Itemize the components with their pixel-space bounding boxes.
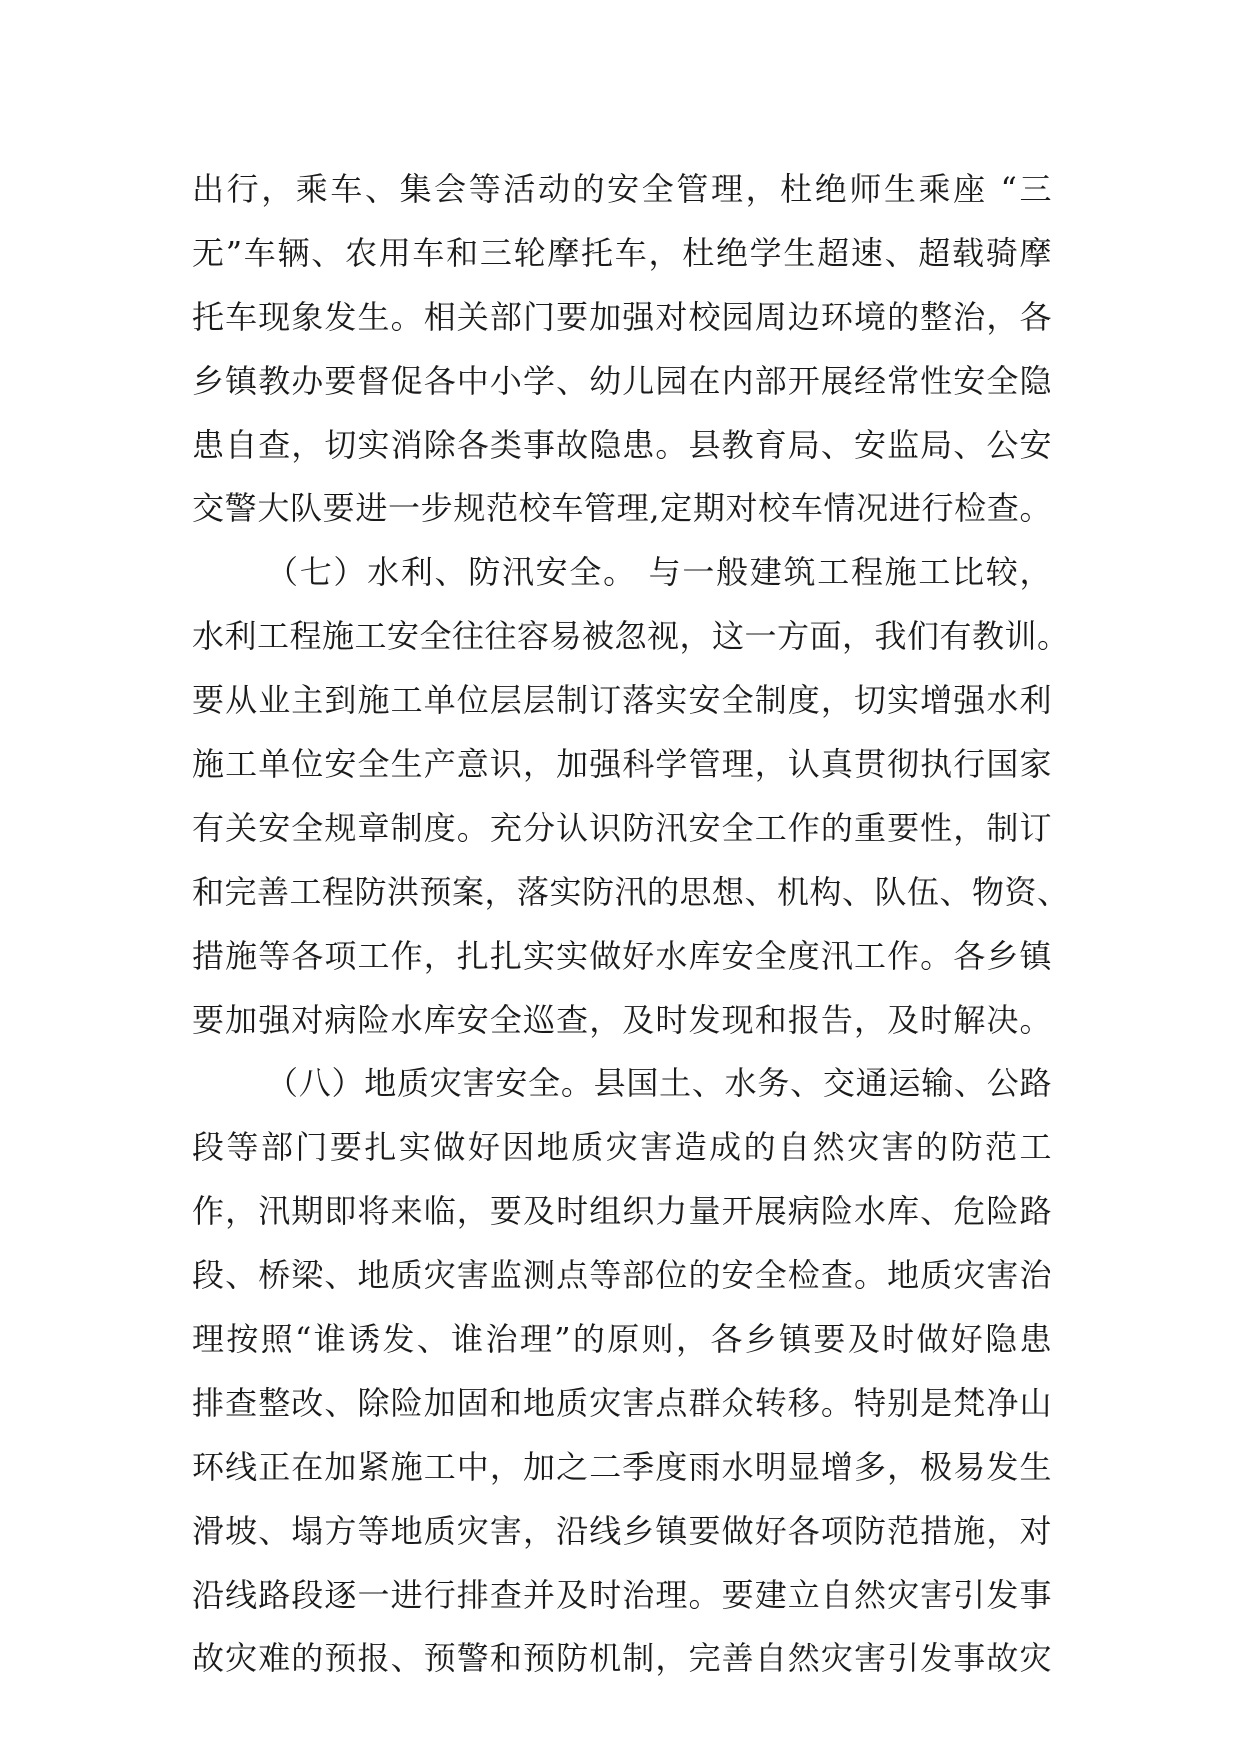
text-line: 患自查，切实消除各类事故隐患。县教育局、安监局、公安 — [192, 425, 1052, 464]
text-line: 无”车辆、农用车和三轮摩托车，杜绝学生超速、超载骑摩 — [192, 233, 1052, 272]
text-line: 托车现象发生。相关部门要加强对校园周边环境的整治，各 — [192, 297, 1052, 336]
text-line: 滑坡、塌方等地质灾害，沿线乡镇要做好各项防范措施，对 — [192, 1511, 1052, 1550]
text-line: 水利工程施工安全往往容易被忽视，这一方面，我们有教训。 — [192, 617, 1070, 656]
text-line: 段、桥梁、地质灾害监测点等部位的安全检查。地质灾害治 — [192, 1256, 1052, 1295]
text-line: 段等部门要扎实做好因地质灾害造成的自然灾害的防范工 — [192, 1128, 1052, 1167]
text-line: 乡镇教办要督促各中小学、幼儿园在内部开展经常性安全隐 — [192, 361, 1052, 400]
text-line: 施工单位安全生产意识，加强科学管理，认真贯彻执行国家 — [192, 745, 1052, 784]
text-line: 出行，乘车、集会等活动的安全管理，杜绝师生乘座 “三 — [192, 170, 1052, 208]
text-line: 沿线路段逐一进行排查并及时治理。要建立自然灾害引发事 — [192, 1575, 1052, 1614]
text-line: 要从业主到施工单位层层制订落实安全制度，切实增强水利 — [192, 681, 1052, 720]
text-line: 作，汛期即将来临，要及时组织力量开展病险水库、危险路 — [192, 1192, 1052, 1231]
text-line: 措施等各项工作，扎扎实实做好水库安全度汛工作。各乡镇 — [192, 936, 1052, 975]
text-line: 排查整改、除险加固和地质灾害点群众转移。特别是梵净山 — [192, 1383, 1052, 1422]
text-line: 和完善工程防洪预案，落实防汛的思想、机构、队伍、物资、 — [192, 872, 1070, 911]
text-line: 有关安全规章制度。充分认识防汛安全工作的重要性，制订 — [192, 808, 1052, 847]
text-line: 故灾难的预报、预警和预防机制，完善自然灾害引发事故灾 — [192, 1639, 1052, 1678]
text-line: 理按照“谁诱发、谁治理”的原则，各乡镇要及时做好隐患 — [192, 1320, 1052, 1359]
section-heading-line: （七）水利、防汛安全。 与一般建筑工程施工比较， — [266, 553, 1052, 592]
section-heading-line: （八）地质灾害安全。县国土、水务、交通运输、公路 — [266, 1064, 1052, 1103]
body-text — [192, 158, 1070, 1691]
text-line: 要加强对病险水库安全巡查，及时发现和报告，及时解决。 — [192, 1000, 1052, 1039]
text-line: 交警大队要进一步规范校车管理,定期对校车情况进行检查。 — [192, 489, 1052, 528]
text-line: 环线正在加紧施工中，加之二季度雨水明显增多，极易发生 — [192, 1447, 1052, 1486]
